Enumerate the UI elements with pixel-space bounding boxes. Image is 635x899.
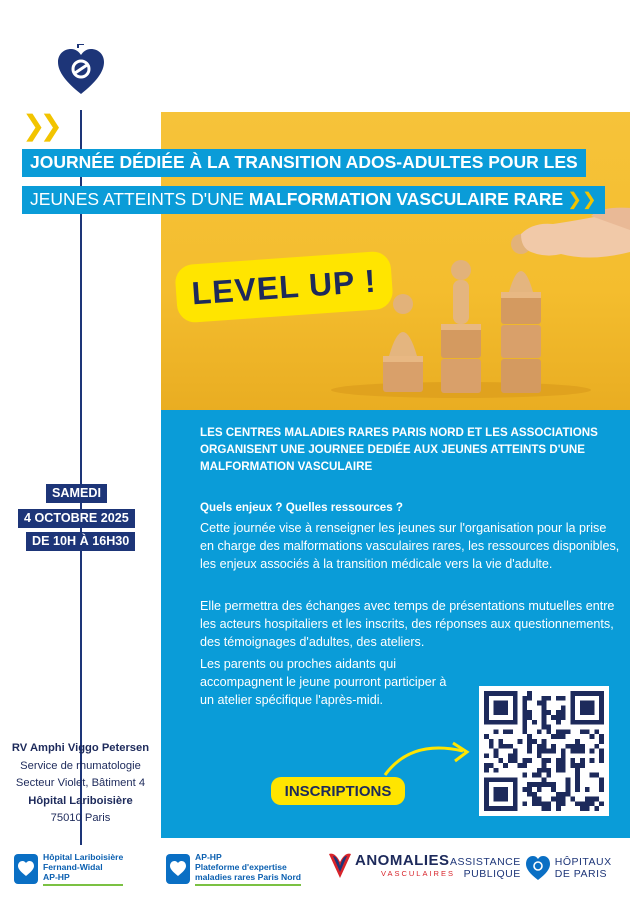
venue-sector: Secteur Violet, Bâtiment 4 xyxy=(15,777,146,789)
footer-logos xyxy=(0,848,635,893)
aphp-heart-logo-icon xyxy=(56,44,106,96)
venue-city: 75010 Paris xyxy=(50,812,111,824)
logo-anomalies-vasculaires xyxy=(327,850,455,880)
arrow-icon xyxy=(381,735,473,780)
level-up-badge: LEVEL UP ! xyxy=(174,251,394,324)
venue-room: RV Amphi Viggo Petersen xyxy=(11,742,150,754)
inscriptions-button[interactable]: INSCRIPTIONS xyxy=(271,777,405,805)
anomalies-text: ANOMALIES xyxy=(355,851,450,869)
aphp-heart-icon xyxy=(525,854,551,882)
intro-text: LES CENTRES MALADIES RARES PARIS NORD ET LES ASSOCIATIONS ORGANISENT UNE JOURNEE DEDIÉE AUX JEUNES ATTEINTS D'UNE MALFORMATION VASCULAIRE xyxy=(200,426,598,473)
logo-lariboisiere xyxy=(14,852,123,886)
title-line-2-bold: MALFORMATION VASCULAIRE RARE xyxy=(248,189,564,209)
title-line-1: JOURNÉE DÉDIÉE À LA TRANSITION ADOS-ADULTES POUR LES xyxy=(22,149,586,177)
vertical-divider xyxy=(80,110,82,845)
venue-service: Service de rhumatologie xyxy=(20,759,141,772)
title-line-2-prefix: JEUNES ATTEINTS D'UNE xyxy=(30,189,249,209)
logo-plateforme xyxy=(166,852,301,886)
paragraph-1: Cette journée vise à renseigner les jeunes sur l'organisation pour la prise en charge des malformations vasculaires rares, les ressources disponibles, les enjeux associés à la transition médicale vers la vie d'adulte. xyxy=(200,521,620,572)
date-date: 4 OCTOBRE 2025 xyxy=(18,509,135,528)
logo-lariboisiere-text: Hôpital Lariboisière Fernand-Widal AP-HP xyxy=(43,852,123,886)
qr-code-icon[interactable] xyxy=(479,686,609,816)
venue-block xyxy=(0,740,161,828)
date-day: SAMEDI xyxy=(46,484,107,503)
anomalies-mark-icon xyxy=(327,850,353,880)
heart-logo-icon xyxy=(166,854,190,884)
logo-plateforme-text: AP-HP Plateforme d'expertise maladies rares Paris Nord xyxy=(195,852,301,886)
chevron-icon: ❯❯ xyxy=(22,110,57,141)
logo-aphp: ASSISTANCE PUBLIQUE HÔPITAUX DE PARIS xyxy=(450,856,612,880)
title-chevron-icon: ❯❯ xyxy=(567,189,597,209)
vasculaires-text: VASCULAIRES xyxy=(381,868,455,878)
questions-title: Quels enjeux ? Quelles ressources ? xyxy=(200,501,403,514)
paragraph-3: Les parents ou proches aidants qui accompagnent le jeune pourront participer à un atelier spécifique l'après-midi. xyxy=(200,657,447,708)
date-time: DE 10H À 16H30 xyxy=(26,532,135,551)
paragraph-2: Elle permettra des échanges avec temps de présentations mutuelles entre les acteurs hospitaliers et les inscrits, des réponses aux questionnements, des témoignages d'adultes, des ateliers. xyxy=(200,599,615,650)
info-panel xyxy=(161,410,630,838)
title-line-2 xyxy=(22,186,605,214)
qr-code-graphic xyxy=(484,691,604,811)
heart-logo-icon xyxy=(14,854,38,884)
venue-hospital: Hôpital Lariboisière xyxy=(28,794,133,807)
